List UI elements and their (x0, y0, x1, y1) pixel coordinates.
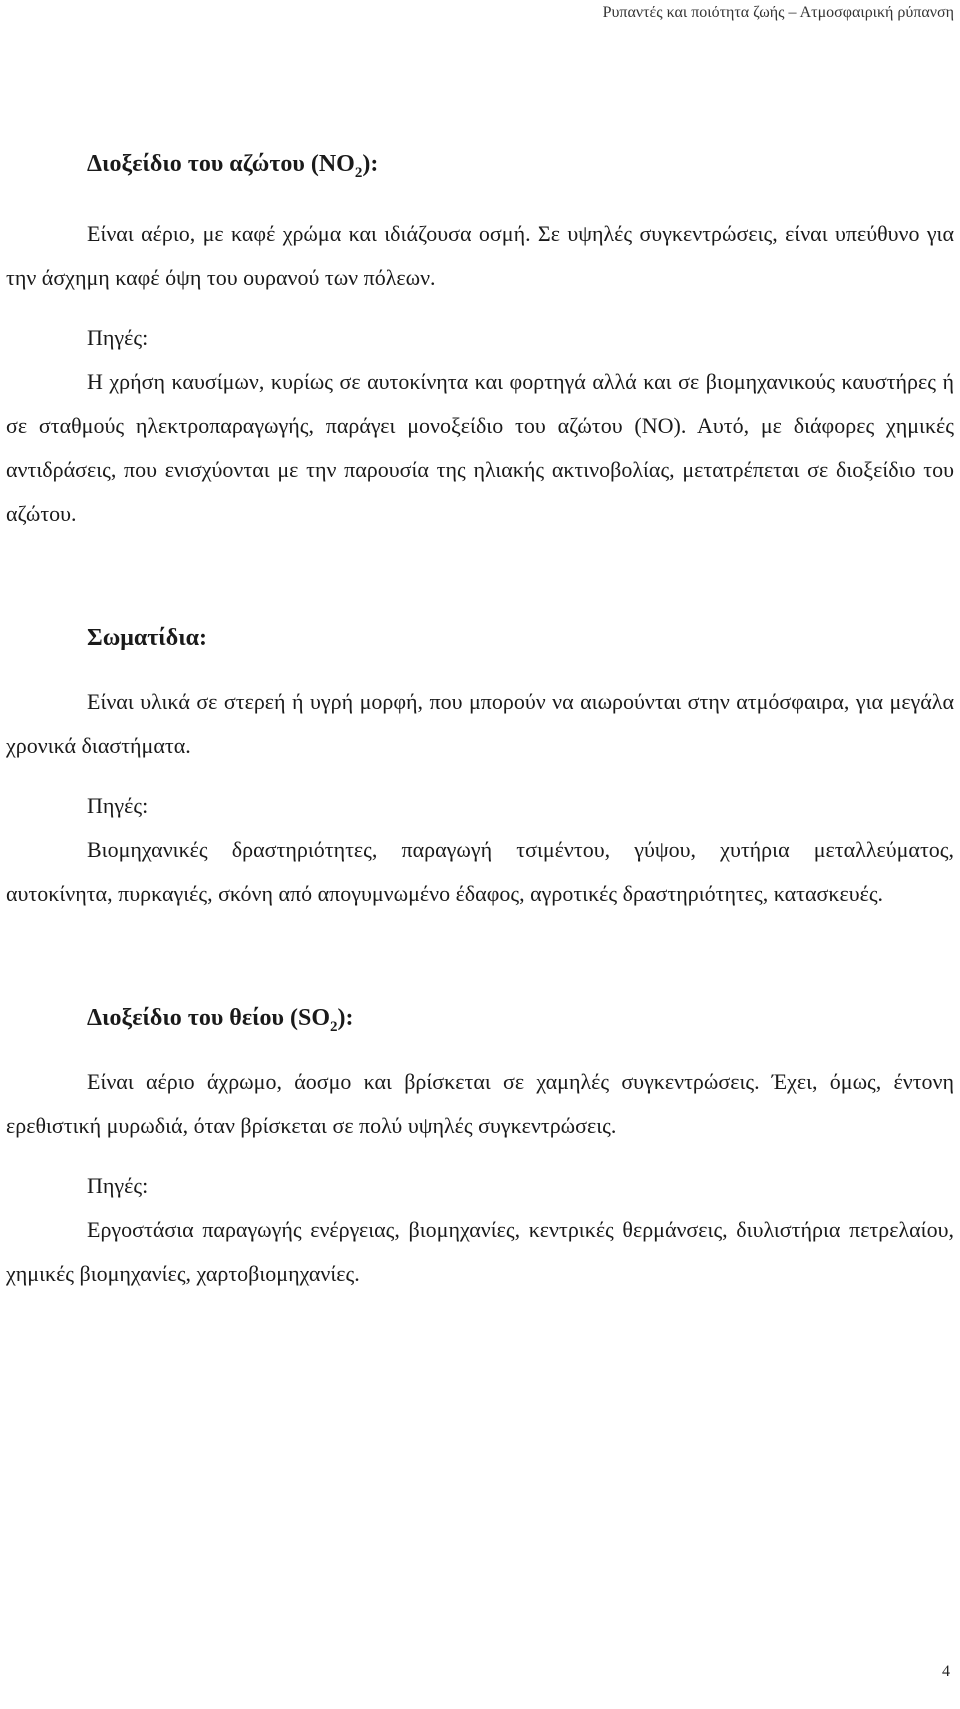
sources-sulfur-dioxide: Εργοστάσια παραγωγής ενέργειας, βιομηχανίες, κεντρικές θερμάνσεις, διυλιστήρια πετρελαίου, χημικές βιομηχανίες, χαρτοβιομηχανίες. (6, 1217, 954, 1286)
sources-nitrogen-dioxide: Η χρήση καυσίμων, κυρίως σε αυτοκίνητα και φορτηγά αλλά και σε βιομηχανικούς καυστήρες ή σε σταθμούς ηλεκτροπαραγωγής, παράγει μονοξείδιο του αζώτου (NO). Αυτό, με διάφορες χημικές αντιδράσεις, που ενισχύονται με την παρουσία της ηλιακής ακτινοβολίας, μετατρέπεται σε διοξείδιο του αζώτου. (6, 369, 954, 526)
heading-text: Διοξείδιο του θείου (SO (87, 1005, 330, 1031)
sources-particulates: Βιομηχανικές δραστηριότητες, παραγωγή τσιμέντου, γύψου, χυτήρια μεταλλεύματος, αυτοκίνητα, πυρκαγιές, σκόνη από απογυμνωμένο έδαφος, αγροτικές δραστηριότητες, κατασκευές. (6, 837, 954, 906)
heading-nitrogen-dioxide (87, 150, 954, 181)
heading-text: Διοξείδιο του αζώτου (NO (87, 151, 355, 177)
page-number: 4 (942, 1663, 950, 1680)
description-nitrogen-dioxide: Είναι αέριο, με καφέ χρώμα και ιδιάζουσα οσμή. Σε υψηλές συγκεντρώσεις, είναι υπεύθυνο για την άσχημη καφέ όψη του ουρανού των πόλεων. (6, 221, 954, 290)
heading-particulates: Σωματίδια: (87, 625, 208, 651)
heading-subscript: 2 (330, 1018, 338, 1035)
sources-label: Πηγές: (87, 1173, 149, 1198)
sources-label: Πηγές: (87, 793, 149, 818)
heading-subscript: 2 (354, 164, 363, 181)
heading-sulfur-dioxide (87, 1004, 954, 1035)
heading-suffix: ): (337, 1005, 354, 1031)
description-particulates: Είναι υλικά σε στερεή ή υγρή μορφή, που μπορούν να αιωρούνται στην ατμόσφαιρα, για μεγάλα χρονικά διαστήματα. (6, 689, 954, 758)
sources-label: Πηγές: (87, 325, 149, 350)
document-body (6, 150, 954, 1296)
description-sulfur-dioxide: Είναι αέριο άχρωμο, άοσμο και βρίσκεται σε χαμηλές συγκεντρώσεις. Έχει, όμως, έντονη ερεθιστική μυρωδιά, όταν βρίσκεται σε πολύ υψηλές συγκεντρώσεις. (6, 1069, 954, 1138)
running-header: Ρυπαντές και ποιότητα ζωής – Ατμοσφαιρική ρύπανση (602, 4, 954, 21)
heading-suffix: ): (362, 151, 379, 177)
